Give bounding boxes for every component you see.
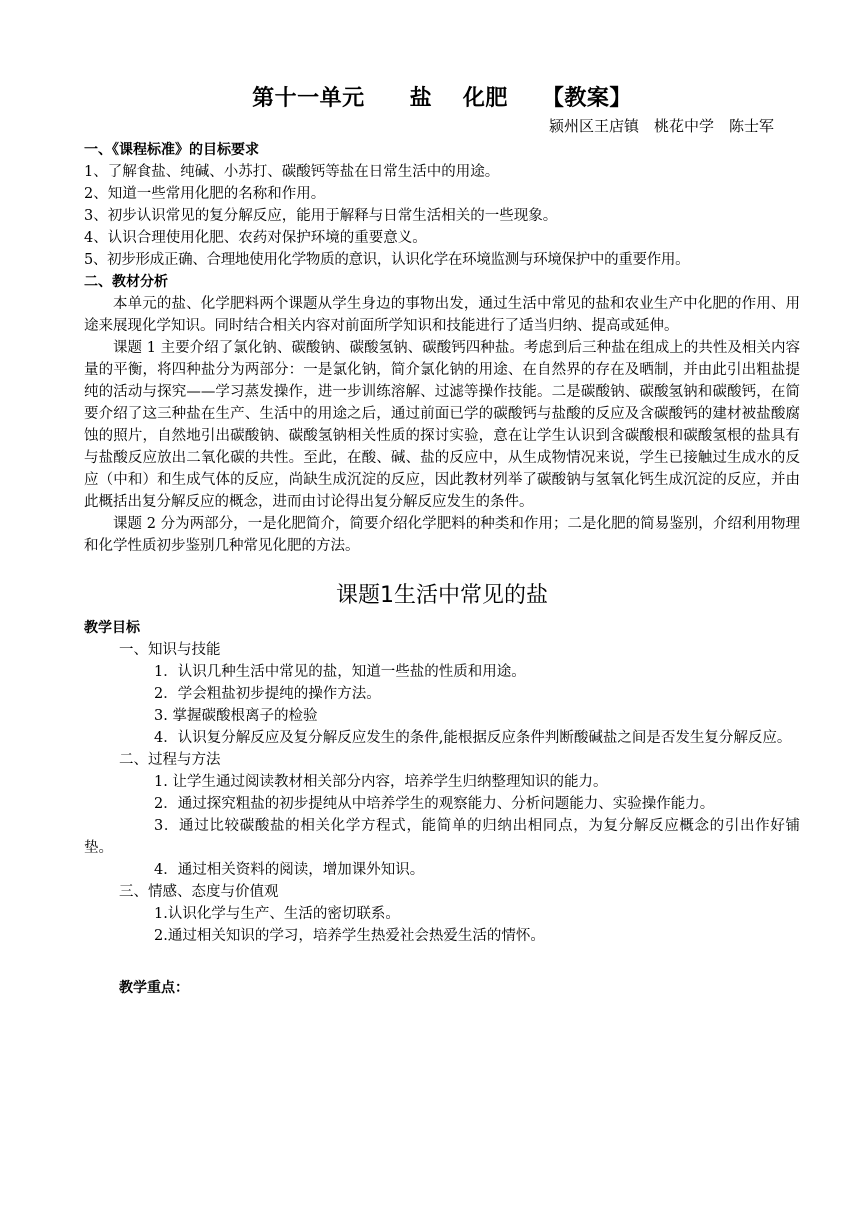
section1-item: 2、知道一些常用化肥的名称和作用。 xyxy=(84,186,326,202)
section1-item: 1、了解食盐、纯碱、小苏打、碳酸钙等盐在日常生活中的用途。 xyxy=(84,164,500,180)
author-line: 颍州区王店镇 桃花中学 陈士军 xyxy=(548,117,774,135)
section2-paragraph: 课题 1 主要介绍了氯化钠、碳酸钠、碳酸氢钠、碳酸钙四种盐。考虑到后三种盐在组成上的共性及相关内容量的平衡，将四种盐分为两部分：一是氯化钠，简介氯化钠的用途、在自然界的存在及晒制，并由此引出粗盐提纯的活动与探究——学习蒸发操作，进一步训练溶解、过滤等操作技能。二是碳酸钠、碳酸氢钠和碳酸钙，在简要介绍了这三种盐在生产、生活中的用途之后，通过前面已学的碳酸钙与盐酸的反应及含碳酸钙的建材被盐酸腐蚀的照片，自然地引出碳酸钠、碳酸氢钠相关性质的探讨实验，意在让学生认识到含碳酸根和碳酸氢根的盐具有与盐酸反应放出二氧化碳的共性。至此，在酸、碱、盐的反应中，从生成物情况来说，学生已接触过生成水的反应（中和）和生成气体的反应，尚缺生成沉淀的反应，因此教材列举了碳酸钠与氢氧化钙生成沉淀的反应，并由此概括出复分解反应的概念，进而由讨论得出复分解反应发生的条件。 xyxy=(84,340,800,510)
section2-paragraph: 本单元的盐、化学肥料两个课题从学生身边的事物出发，通过生活中常见的盐和农业生产中化肥的作用、用途来展现化学知识。同时结合相关内容对前面所学知识和技能进行了适当归纳、提高或延伸。 xyxy=(84,296,800,334)
section1-item: 5、初步形成正确、合理地使用化学物质的意识，认识化学在环境监测与环境保护中的重要作用。 xyxy=(84,252,690,268)
section1-item: 4、认识合理使用化肥、农药对保护环境的重要意义。 xyxy=(84,230,427,246)
objectives-heading: 教学目标 xyxy=(84,620,140,636)
document-title: 第十一单元 盐 化肥 【教案】 xyxy=(252,86,632,111)
part3-item: 2.通过相关知识的学习，培养学生热爱社会热爱生活的情怀。 xyxy=(154,928,545,944)
part2-heading: 二、过程与方法 xyxy=(119,752,221,768)
part2-item: 2．通过探究粗盐的初步提纯从中培养学生的观察能力、分析问题能力、实验操作能力。 xyxy=(154,796,715,812)
part1-item: 2．学会粗盐初步提纯的操作方法。 xyxy=(154,686,381,702)
section1-item: 3、初步认识常见的复分解反应，能用于解释与日常生活相关的一些现象。 xyxy=(84,208,558,224)
part3-item: 1.认识化学与生产、生活的密切联系。 xyxy=(154,906,400,922)
part3-heading: 三、情感、态度与价值观 xyxy=(119,884,279,900)
part1-item: 4．认识复分解反应及复分解反应发生的条件,能根据反应条件判断酸碱盐之间是否发生复分解反应。 xyxy=(154,730,792,746)
document-page xyxy=(84,88,800,999)
key-points-heading: 教学重点： xyxy=(119,980,189,996)
part1-heading: 一、知识与技能 xyxy=(119,642,221,658)
part2-item: 1. 让学生通过阅读教材相关部分内容，培养学生归纳整理知识的能力。 xyxy=(154,774,608,790)
part1-item: 3. 掌握碳酸根离子的检验 xyxy=(154,708,318,724)
section1-heading: 一、《课程标准》的目标要求 xyxy=(84,142,259,158)
spacer xyxy=(84,947,800,969)
part2-item: 3．通过比较碳酸盐的相关化学方程式，能简单的归纳出相同点，为复分解反应概念的引出作好铺垫。 xyxy=(84,818,800,856)
part2-item: 4．通过相关资料的阅读，增加课外知识。 xyxy=(154,862,425,878)
lesson-title: 课题1生活中常见的盐 xyxy=(336,583,548,608)
section2-heading: 二、教材分析 xyxy=(84,274,168,290)
section2-paragraph: 课题 2 分为两部分，一是化肥简介，简要介绍化学肥料的种类和作用；二是化肥的简易鉴别，介绍利用物理和化学性质初步鉴别几种常见化肥的方法。 xyxy=(84,516,800,554)
part1-item: 1．认识几种生活中常见的盐，知道一些盐的性质和用途。 xyxy=(154,664,526,680)
